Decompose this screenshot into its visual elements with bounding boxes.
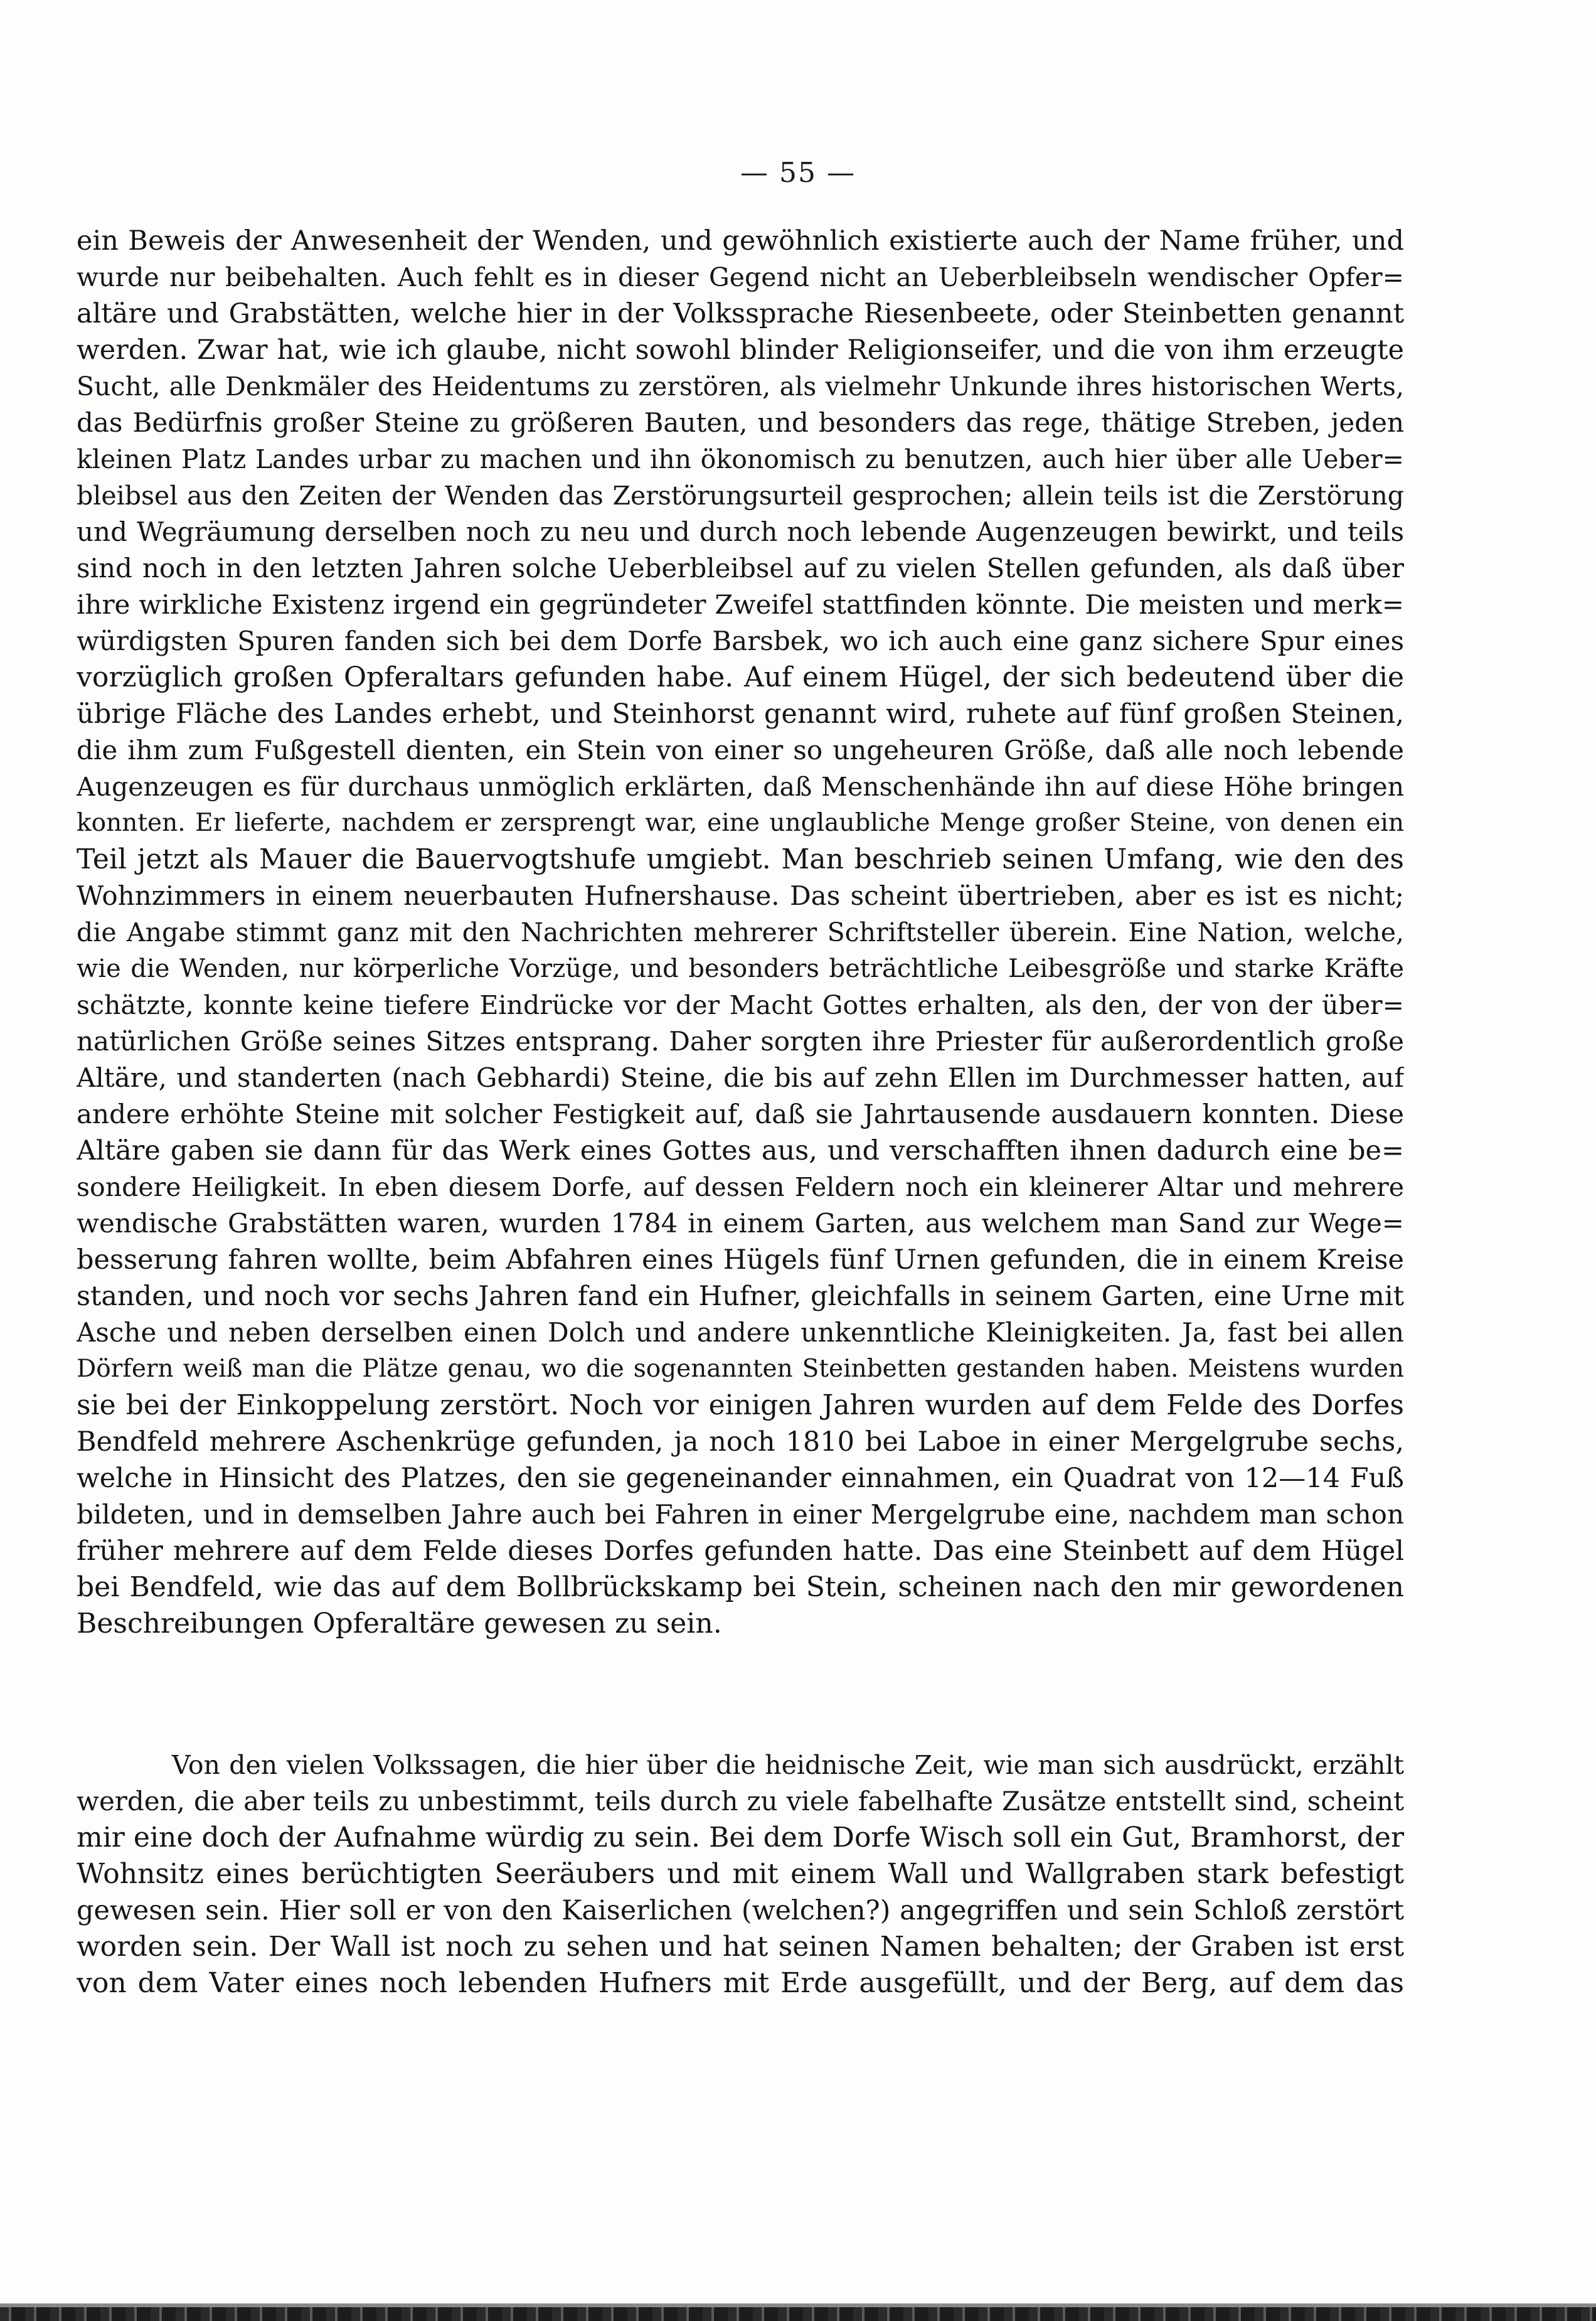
- text-line: und Wegräumung derselben noch zu neu und durch noch lebende Augenzeugen bewirkt, und teils: [77, 516, 1404, 547]
- text-line: die ihm zum Fußgestell dienten, ein Stein von einer so ungeheuren Größe, daß alle noch lebende: [77, 735, 1404, 766]
- paragraph-2: [77, 1747, 1404, 2002]
- text-line: von dem Vater eines noch lebenden Hufners mit Erde ausgefüllt, und der Berg, auf dem das: [77, 1967, 1404, 1999]
- text-line: welche in Hinsicht des Platzes, den sie gegeneinander einnahmen, ein Quadrat von 12—14 Fuß: [77, 1463, 1404, 1494]
- page-number: — 55 —: [740, 157, 856, 189]
- text-line: Augenzeugen es für durchaus unmöglich erklärten, daß Menschenhände ihn auf diese Höhe bringen: [77, 772, 1404, 802]
- text-line: gewesen sein. Hier soll er von den Kaiserlichen (welchen?) angegriffen und sein Schloß zerstört: [77, 1895, 1404, 1926]
- text-line: Von den vielen Volkssagen, die hier über die heidnische Zeit, wie man sich ausdrückt, erzählt: [172, 1750, 1404, 1780]
- text-line: übrige Fläche des Landes erhebt, und Steinhorst genannt wird, ruhete auf fünf großen Steinen,: [77, 698, 1404, 730]
- text-line: sind noch in den letzten Jahren solche Ueberbleibsel auf zu vielen Stellen gefunden, als daß über: [77, 553, 1404, 584]
- text-line: andere erhöhte Steine mit solcher Festigkeit auf, daß sie Jahrtausende ausdauern konnten. Diese: [77, 1099, 1404, 1129]
- text-line: bildeten, und in demselben Jahre auch bei Fahren in einer Mergelgrube eine, nachdem man schon: [77, 1499, 1404, 1530]
- text-line: werden, die aber teils zu unbestimmt, teils durch zu viele fabelhafte Zusätze entstellt sind, scheint: [77, 1786, 1404, 1817]
- text-line: schätzte, konnte keine tiefere Eindrücke vor der Macht Gottes erhalten, als den, der von der über=: [77, 990, 1404, 1020]
- text-line: Beschreibungen Opferaltäre gewesen zu sein.: [77, 1608, 722, 1640]
- text-line: Sucht, alle Denkmäler des Heidentums zu zerstören, als vielmehr Unkunde ihres historischen Werts,: [77, 371, 1404, 402]
- text-line: wendische Grabstätten waren, wurden 1784 in einem Garten, aus welchem man Sand zur Wege=: [77, 1208, 1404, 1239]
- text-line: wurde nur beibehalten. Auch fehlt es in dieser Gegend nicht an Ueberbleibseln wendischer Opfer=: [77, 262, 1404, 292]
- text-line: besserung fahren wollte, beim Abfahren eines Hügels fünf Urnen gefunden, die in einem Kreise: [77, 1244, 1404, 1276]
- text-line: Altäre gaben sie dann für das Werk eines Gottes aus, und verschafften ihnen dadurch eine be=: [77, 1135, 1404, 1166]
- scan-bottom-edge: [0, 2307, 1596, 2321]
- text-line: Bendfeld mehrere Aschenkrüge gefunden, ja noch 1810 bei Laboe in einer Mergelgrube sechs,: [77, 1426, 1404, 1458]
- text-line: konnten. Er lieferte, nachdem er zersprengt war, eine unglaubliche Menge großer Steine, von denen ein: [77, 809, 1404, 837]
- text-line: früher mehrere auf dem Felde dieses Dorfes gefunden hatte. Das eine Steinbett auf dem Hügel: [77, 1535, 1404, 1567]
- text-line: würdigsten Spuren fanden sich bei dem Dorfe Barsbek, wo ich auch eine ganz sichere Spur eines: [77, 626, 1404, 656]
- text-line: Dörfern weiß man die Plätze genau, wo die sogenannten Steinbetten gestanden haben. Meistens wurden: [77, 1355, 1404, 1383]
- text-line: Wohnsitz eines berüchtigten Seeräubers und mit einem Wall und Wallgraben stark befestigt: [77, 1858, 1404, 1890]
- text-line: altäre und Grabstätten, welche hier in der Volkssprache Riesenbeete, oder Steinbetten genannt: [77, 298, 1404, 329]
- text-line: wie die Wenden, nur körperliche Vorzüge, und besonders beträchtliche Leibesgröße und starke Kräfte: [77, 954, 1404, 983]
- text-line: bleibsel aus den Zeiten der Wenden das Zerstörungsurteil gesprochen; allein teils ist die Zerstörung: [77, 481, 1404, 511]
- text-line: Wohnzimmers in einem neuerbauten Hufnershause. Das scheint übertrieben, aber es ist es nicht;: [77, 880, 1404, 911]
- text-line: mir eine doch der Aufnahme würdig zu sein. Bei dem Dorfe Wisch soll ein Gut, Bramhorst, der: [77, 1822, 1404, 1854]
- text-line: Altäre, und standerten (nach Gebhardi) Steine, die bis auf zehn Ellen im Durchmesser hatten, auf: [77, 1062, 1404, 1093]
- text-line: Teil jetzt als Mauer die Bauervogtshufe umgiebt. Man beschrieb seinen Umfang, wie den des: [77, 843, 1404, 875]
- paragraph-1: [77, 223, 1404, 1642]
- text-line: natürlichen Größe seines Sitzes entsprang. Daher sorgten ihre Priester für außerordentlich große: [77, 1026, 1404, 1057]
- text-line: kleinen Platz Landes urbar zu machen und ihn ökonomisch zu benutzen, auch hier über alle Ueber=: [77, 444, 1404, 474]
- text-line: ihre wirkliche Existenz irgend ein gegründeter Zweifel stattfinden könnte. Die meisten und merk=: [77, 589, 1404, 620]
- text-line: werden. Zwar hat, wie ich glaube, nicht sowohl blinder Religionseifer, und die von ihm erzeugte: [77, 334, 1404, 366]
- text-line: das Bedürfnis großer Steine zu größeren Bauten, und besonders das rege, thätige Streben, jeden: [77, 407, 1404, 438]
- text-line: worden sein. Der Wall ist noch zu sehen und hat seinen Namen behalten; der Graben ist erst: [77, 1931, 1404, 1963]
- text-line: Asche und neben derselben einen Dolch und andere unkenntliche Kleinigkeiten. Ja, fast bei allen: [77, 1317, 1404, 1348]
- text-line: sondere Heiligkeit. In eben diesem Dorfe, auf dessen Feldern noch ein kleinerer Altar und mehrere: [77, 1172, 1404, 1202]
- text-line: standen, und noch vor sechs Jahren fand ein Hufner, gleichfalls in seinem Garten, eine Urne mit: [77, 1281, 1404, 1312]
- text-line: vorzüglich großen Opferaltars gefunden habe. Auf einem Hügel, der sich bedeutend über die: [77, 661, 1404, 693]
- text-line: die Angabe stimmt ganz mit den Nachrichten mehrerer Schriftsteller überein. Eine Nation, welche,: [77, 917, 1404, 947]
- text-line: sie bei der Einkoppelung zerstört. Noch vor einigen Jahren wurden auf dem Felde des Dorfes: [77, 1389, 1404, 1421]
- text-line: bei Bendfeld, wie das auf dem Bollbrückskamp bei Stein, scheinen nach den mir gewordenen: [77, 1571, 1404, 1603]
- text-line: ein Beweis der Anwesenheit der Wenden, und gewöhnlich existierte auch der Name früher, und: [77, 225, 1404, 257]
